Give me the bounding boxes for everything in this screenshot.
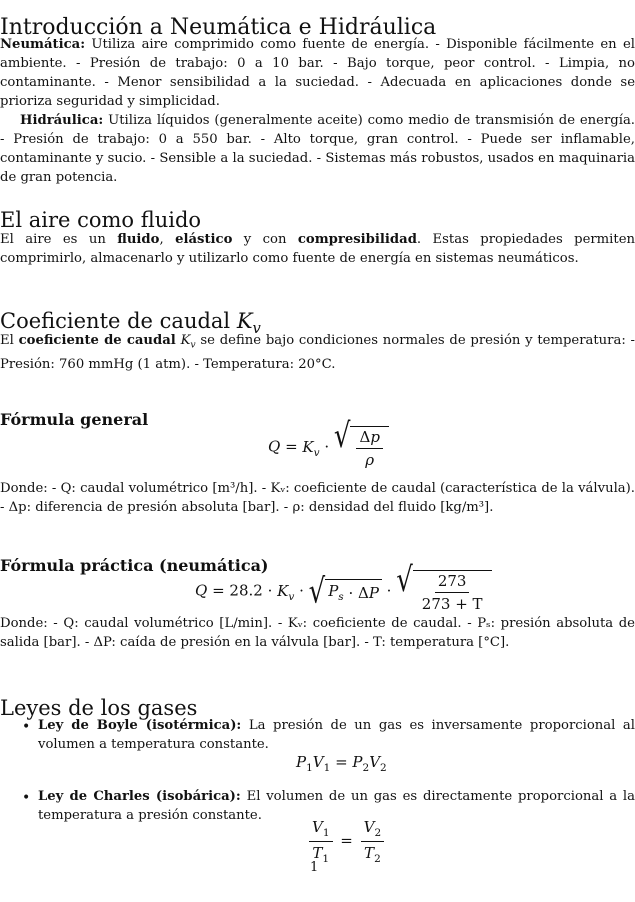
charles-text: Ley de Charles (isobárica): El volumen de un gas es directamente proporcional a la temperatura a presión constante. [38,789,635,823]
bullet-charles: • [22,790,31,806]
formula-charles: $\frac{V_1}{T_1}$ = $\frac{V_2}{T_2}$ [306,818,387,865]
subheading-formula-practica: Fórmula práctica (neumática) [0,556,269,575]
formula-general: $Q = K_v$ · √ Δp ρ [268,426,389,469]
formula-general-donde: Donde: - Q: caudal volumétrico [m³/h]. - Kᵥ: coeficiente de caudal (característica de la válvula). - Δp: diferencia de presión absoluta [bar]. - ρ: densidad del fluido [kg/m³]. [0,481,635,515]
section-heading-coeficiente: Coeficiente de caudal $K_v$ [0,309,261,338]
page-number: 1 [310,860,319,875]
neumatica-text: Utiliza aire comprimido como fuente de energía. - Disponible fácilmente en el ambiente. - Presión de trabajo: 0 a 10 bar. - Bajo torque, peor control. - Limpia, no contaminante. - Menor sensibilidad a la suciedad. - Adecuada en aplicaciones donde se prioriza seguridad y simplicidad. [0,37,635,109]
bullet-boyle: • [22,719,31,735]
formula-practica: $Q = 28.2 \cdot K_v$ · √ $P_s$ · Δ P · √ 273 273 + T [195,570,492,613]
section-heading-aire: El aire como fluido [0,208,202,233]
formula-boyle: $P_1V_1 = P_2V_2$ [296,753,387,774]
document-title: Introducción a Neumática e Hidráulica [0,14,437,40]
intro-neumatica [0,35,635,111]
boyle-text: Ley de Boyle (isotérmica): La presión de un gas es inversamente proporcional al volumen a temperatura constante. [38,718,635,752]
intro-hidraulica [0,111,635,187]
aire-paragraph: El aire es un fluido, elástico y con compresibilidad. Estas propiedades permiten comprimirlo, almacenarlo y utilizarlo como fuente de energía en sistemas neumáticos. [0,232,635,266]
hidraulica-text: Utiliza líquidos (generalmente aceite) como medio de transmisión de energía. - Presión de trabajo: 0 a 550 bar. - Alto torque, gran control. - Puede ser inflamable, contaminante y sucio. - Sensible a la suciedad. - Sistemas más robustos, usados en maquinaria de gran potencia. [0,113,635,185]
hidraulica-label: Hidráulica: [20,113,104,128]
section-heading-gases: Leyes de los gases [0,696,198,721]
coeficiente-paragraph: El coeficiente de caudal $K_v$ se define bajo condiciones normales de presión y temperatura: - Presión: 760 mmHg (1 atm). - Temperatura: 20°C. [0,333,635,372]
formula-practica-donde: Donde: - Q: caudal volumétrico [L/min]. - Kᵥ: coeficiente de caudal. - Pₛ: presión absoluta de salida [bar]. - ΔP: caída de presión en la válvula [bar]. - T: temperatura [°C]. [0,616,635,650]
neumatica-label: Neumática: [0,37,86,52]
subheading-formula-general: Fórmula general [0,410,149,429]
